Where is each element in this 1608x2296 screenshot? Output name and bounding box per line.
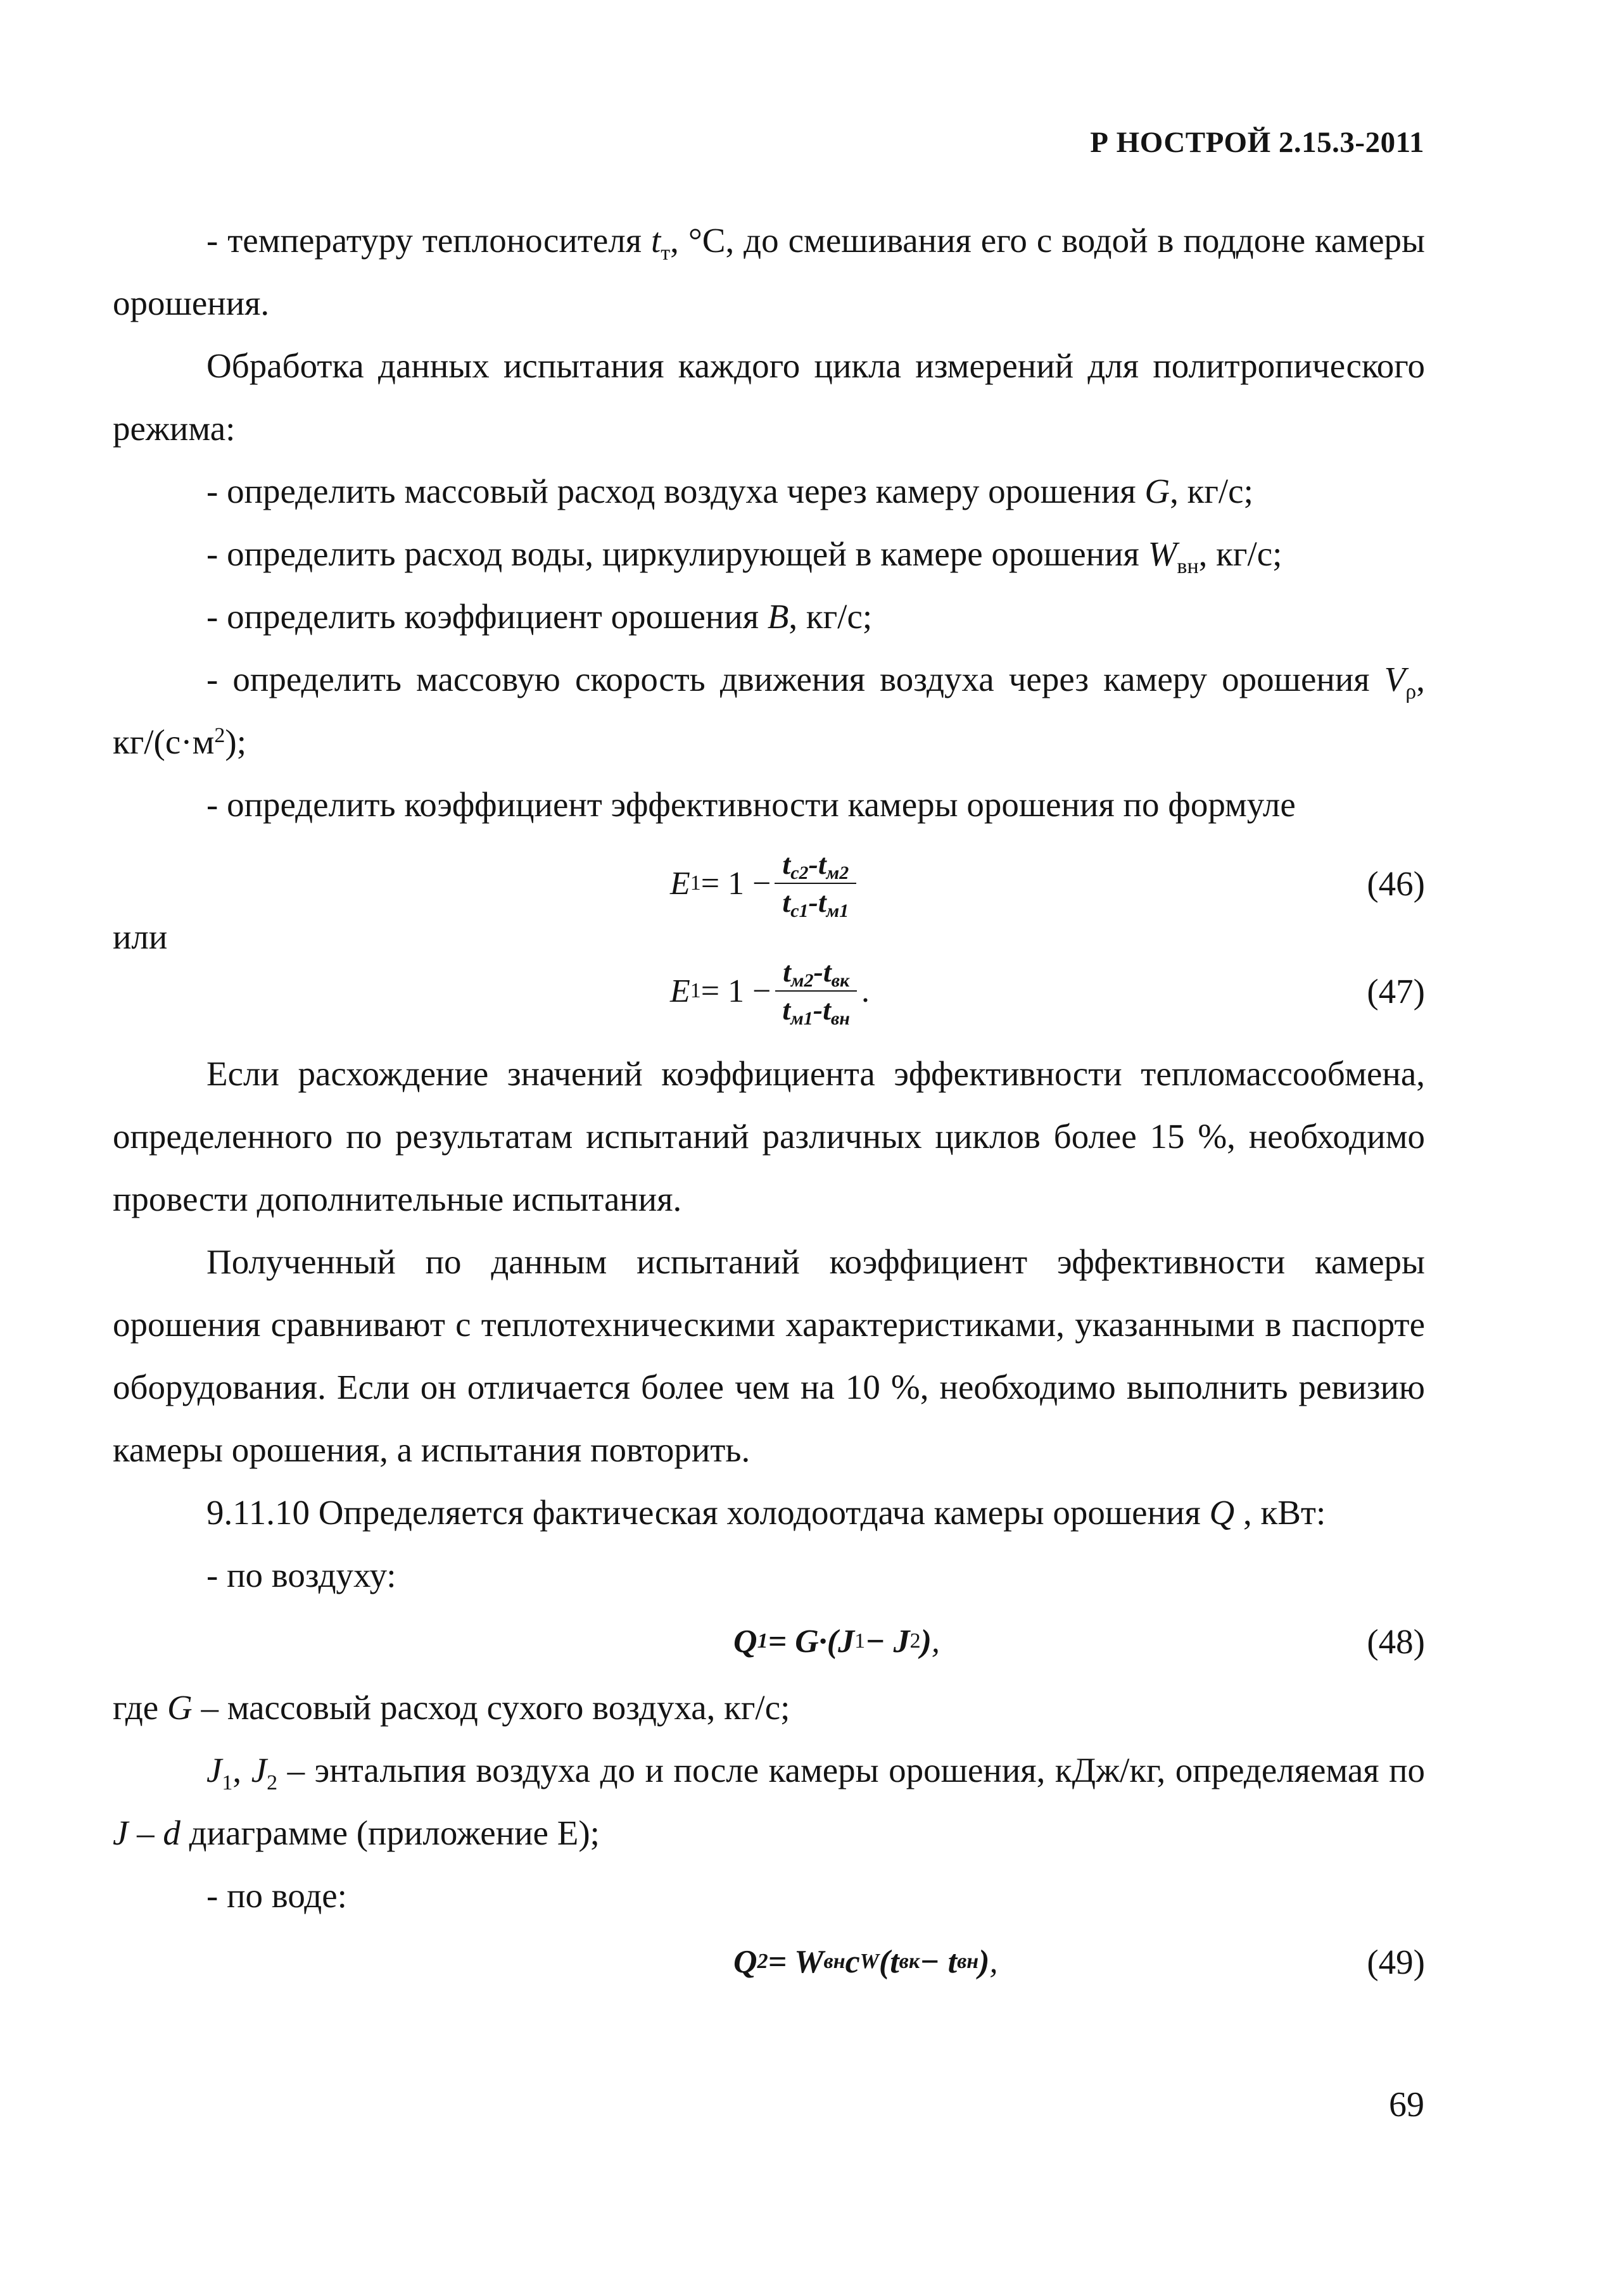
formula-47 — [113, 918, 1425, 1038]
formula-47-fraction: $\frac{t_{м2}-t_{вк}}{t_{м1}-t_{вн}}$ — [775, 954, 858, 1028]
paragraph-where-g: где G – массовый расход сухого воздуха, кг/с; — [113, 1688, 790, 1727]
formula-46-fraction: $\frac{t_{с2}-t_{м2}}{t_{с1}-t_{м1}}$ — [775, 846, 856, 921]
paragraph-cooling-capacity: 9.11.10 Определяется фактическая холодоотдача камеры орошения Q , кВт: — [206, 1493, 1326, 1532]
list-item-spray-coefficient: - определить коэффициент орошения B, кг/с; — [206, 597, 873, 636]
paragraph-data-processing: Обработка данных испытания каждого цикла измерений для политропического режима: — [113, 346, 1425, 448]
list-item-by-water: - по воде: — [206, 1876, 347, 1915]
formula-49 — [113, 1927, 1425, 1996]
formula-46-expression: E 1 = 1 − $\frac{t_{с2}-t_{м2}}{t_{с1}-t_{м1}}$ — [670, 836, 860, 931]
paragraph-coolant-temperature: - температуру теплоносителя $t_т$, °С, до смешивания его с водой в поддоне камеры орошения. — [113, 221, 1426, 322]
paragraph-enthalpy: $J_1$, $J_2$ – энтальпия воздуха до и после камеры орошения, кДж/кг, определяемая по J – d диаграмме (приложение Е); — [113, 1751, 1425, 1852]
document-code-header: Р НОСТРОЙ 2.15.3-2011 — [1090, 126, 1424, 159]
formula-48-number: (48) — [1367, 1622, 1425, 1661]
list-item-water-flow: - определить расход воды, циркулирующей в камере орошения $W_{вн}$, кг/с; — [206, 534, 1282, 578]
list-item-by-air: - по воздуху: — [206, 1556, 396, 1594]
formula-46-number: (46) — [1367, 864, 1425, 903]
formula-49-expression: Q 2 = W вн c W (t вк − t вн ) , — [733, 1943, 998, 1980]
formula-48 — [113, 1606, 1425, 1676]
formula-49-number: (49) — [1367, 1942, 1425, 1981]
list-item-efficiency: - определить коэффициент эффективности камеры орошения по формуле — [206, 785, 1296, 824]
formula-47-number: (47) — [1367, 971, 1425, 1011]
paragraph-comparison: Полученный по данным испытаний коэффициент эффективности камеры орошения сравнивают с теплотехническими характеристиками, указанными в паспорте оборудования. Если он отличается более чем на 10 %, необходимо выполнить ревизию камеры орошения, а испытания повторить. — [113, 1242, 1425, 1469]
formula-47-expression: E 1 = 1 − $\frac{t_{м2}-t_{вк}}{t_{м1}-t_{вн}}$ . — [670, 943, 870, 1038]
formula-46 — [113, 836, 1425, 931]
formula-48-expression: Q 1 = G·(J 1 − J 2 ) , — [733, 1623, 940, 1660]
or-label: или — [113, 918, 168, 956]
list-item-mass-flow: - определить массовый расход воздуха через камеру орошения G, кг/с; — [206, 472, 1253, 510]
page-number: 69 — [1389, 2085, 1424, 2124]
paragraph-discrepancy: Если расхождение значений коэффициента эффективности тепломассообмена, определенного по результатам испытаний различных циклов более 15 %, необходимо провести дополнительные испытания. — [113, 1054, 1425, 1218]
page-body — [113, 209, 1425, 1996]
list-item-mass-velocity: - определить массовую скорость движения воздуха через камеру орошения $V_\rho$, $кг/(с\cdot м^2)$; — [113, 660, 1425, 761]
